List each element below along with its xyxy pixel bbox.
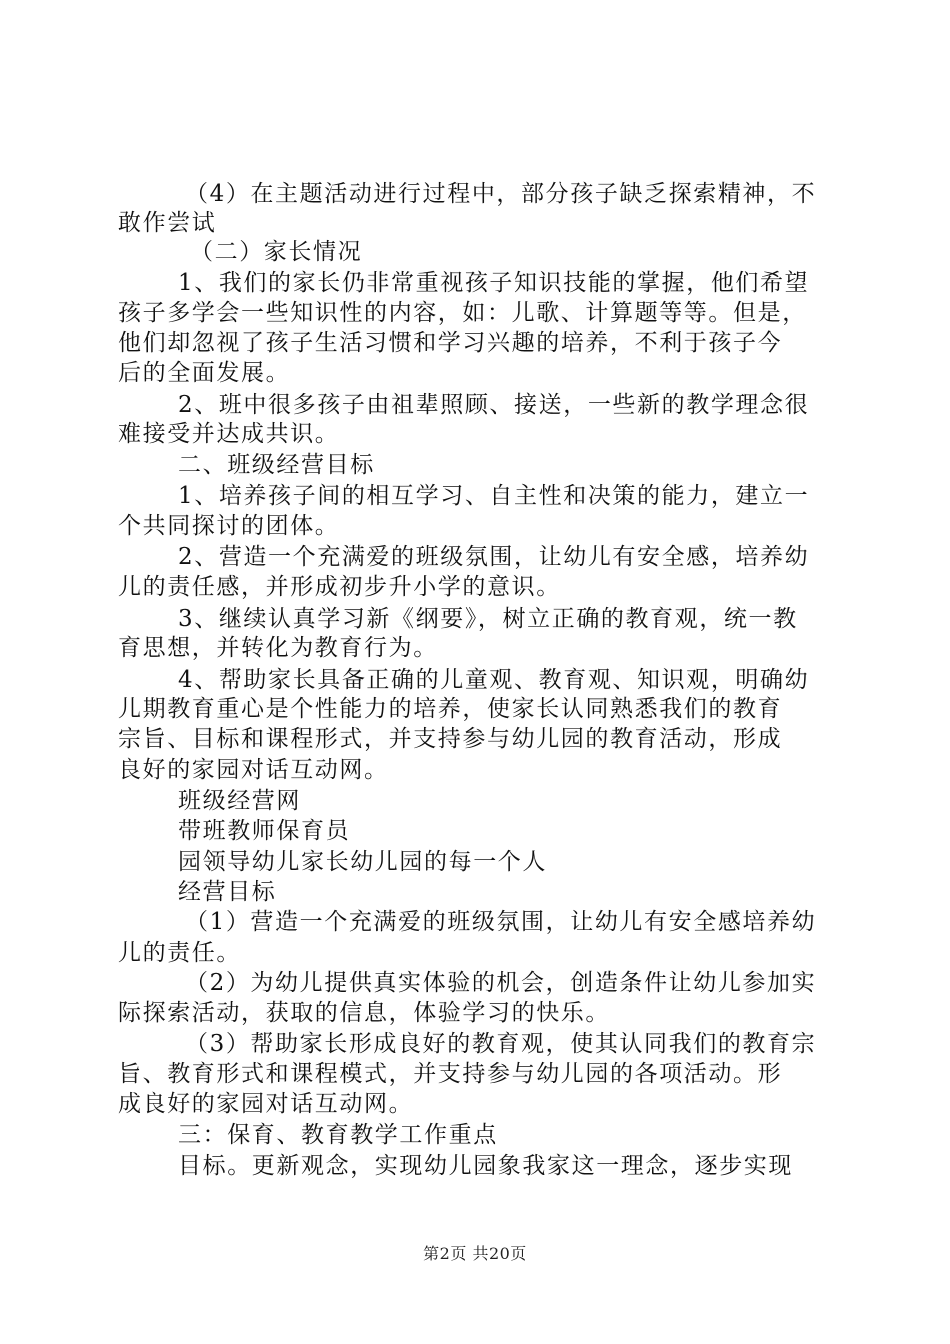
text-line: 个共同探讨的团体。 (118, 513, 340, 539)
page-footer (0, 1243, 950, 1265)
section-heading: 三：保育、教育教学工作重点 (178, 1122, 498, 1148)
text-line: 儿期教育重心是个性能力的培养，使家长认同熟悉我们的教育 (118, 696, 783, 722)
text-line: 难接受并达成共识。 (118, 421, 340, 447)
text-line: 孩子多学会一些知识性的内容，如：儿歌、计算题等等。但是， (118, 300, 807, 326)
text-line: （1）营造一个充满爱的班级氛围，让幼儿有安全感培养幼 (185, 909, 817, 935)
text-line: 经营目标 (178, 879, 277, 905)
text-line: （3）帮助家长形成良好的教育观，使其认同我们的教育宗 (185, 1031, 817, 1057)
section-heading: 二、班级经营目标 (178, 452, 375, 478)
text-line: 2、营造一个充满爱的班级氛围，让幼儿有安全感，培养幼 (178, 544, 810, 570)
text-line: 敢作尝试 (118, 210, 217, 236)
text-line: 带班教师保育员 (178, 818, 351, 844)
text-line: 良好的家园对话互动网。 (118, 757, 389, 783)
text-line: 目标。更新观念，实现幼儿园象我家这一理念，逐步实现 (178, 1153, 793, 1179)
text-line: 儿的责任。 (118, 940, 241, 966)
text-line: 班级经营网 (178, 788, 301, 814)
text-line: 3、继续认真学习新《纲要》，树立正确的教育观，统一教 (178, 606, 798, 632)
text-line: （4）在主题活动进行过程中，部分孩子缺乏探索精神，不 (185, 181, 817, 207)
text-line: 1、培养孩子间的相互学习、自主性和决策的能力，建立一 (178, 483, 810, 509)
text-line: 他们却忽视了孩子生活习惯和学习兴趣的培养，不利于孩子今 (118, 330, 783, 356)
text-line: 旨、教育形式和课程模式，并支持参与幼儿园的各项活动。形 (118, 1061, 783, 1087)
text-line: 园领导幼儿家长幼儿园的每一个人 (178, 849, 547, 875)
text-line: （2）为幼儿提供真实体验的机会，创造条件让幼儿参加实 (185, 970, 817, 996)
text-line: 2、班中很多孩子由祖辈照顾、接送，一些新的教学理念很 (178, 392, 810, 418)
text-line: 1、我们的家长仍非常重视孩子知识技能的掌握，他们希望 (178, 270, 810, 296)
text-line: 4、帮助家长具备正确的儿童观、教育观、知识观，明确幼 (178, 667, 810, 693)
section-heading: （二）家长情况 (190, 239, 363, 265)
text-line: 成良好的家园对话互动网。 (118, 1091, 414, 1117)
page-number: 第2页 共20页 (423, 1244, 527, 1263)
text-line: 儿的责任感，并形成初步升小学的意识。 (118, 574, 561, 600)
text-line: 际探索活动，获取的信息，体验学习的快乐。 (118, 1000, 610, 1026)
text-line: 后的全面发展。 (118, 360, 291, 386)
text-line: 宗旨、目标和课程形式，并支持参与幼儿园的教育活动，形成 (118, 726, 783, 752)
text-line: 育思想，并转化为教育行为。 (118, 635, 438, 661)
